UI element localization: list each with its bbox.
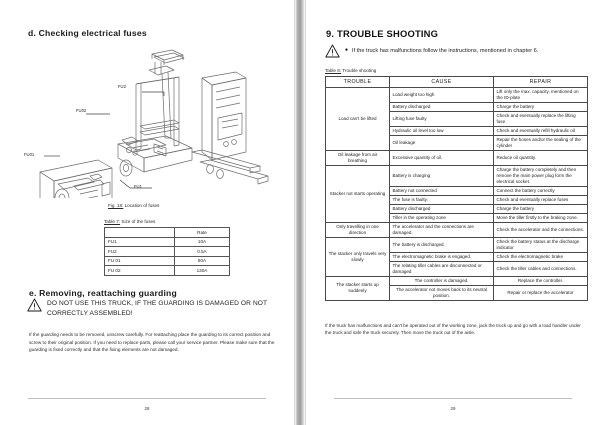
- fuse-table-header-cell: [105, 228, 175, 238]
- table-row: [105, 237, 230, 247]
- cause-cell: The fuse is faulty.: [390, 195, 494, 204]
- cause-cell: The accelerator and the connections are damaged.: [390, 222, 494, 237]
- fuse-rate-cell: 80A: [175, 256, 230, 266]
- cause-cell: Battery discharged: [390, 102, 494, 111]
- repair-cell: Check and eventually replace fuses: [494, 195, 588, 204]
- fuse-name-cell: FU 01: [105, 256, 175, 266]
- repair-cell: Move the tiller firstly to the braking zone.: [494, 213, 588, 222]
- figure-caption-label: Fig. 18:: [108, 203, 124, 208]
- guarding-paragraph: If the guarding needs to be removed, unscrew carefully. For reattaching place the guarding to its correct position and screw to their original position. If you need to replace parts, please call your service partner. Please make sure that the guarding is fixed correctly and that the fixing elements are not damaged.: [29, 332, 275, 353]
- closing-paragraph: If the truck has malfunctions and can't be operated out of the working zone, jack the truck up and go with a load handler under the truck and safe the truck securely. Then move the truck out of the aisle.: [325, 323, 581, 336]
- repair-cell: Repair the hoses and/or the sealing of the cylinder: [494, 135, 588, 150]
- cause-cell: Tiller in the operating zone: [390, 213, 494, 222]
- cause-cell: Excessive quantity of oil.: [390, 150, 494, 165]
- table-row: [105, 247, 230, 257]
- cause-cell: Battery discharged: [390, 204, 494, 213]
- cause-cell: The controller is damaged.: [390, 276, 494, 285]
- fuse-size-table: [104, 227, 230, 276]
- trouble-cell: Stacker not starts operating: [326, 165, 390, 222]
- section-e-heading: e. Removing, reattaching guarding: [29, 288, 177, 298]
- repair-cell: Reduce oil quantity.: [494, 150, 588, 165]
- callout-fu01: FU01: [24, 152, 35, 157]
- repair-cell: Check and eventually replace the lifting fuse: [494, 111, 588, 126]
- trouble-table-caption-label: Table 8:: [325, 68, 342, 73]
- trouble-cell: Load can't be lifted: [326, 87, 390, 150]
- cause-cell: Load weight too high: [390, 87, 494, 102]
- repair-cell: Replace the controller.: [494, 276, 588, 285]
- repair-cell: Check the electromagnetic brake: [494, 252, 588, 261]
- table-row: [105, 256, 230, 266]
- trouble-table-caption-text: Trouble shooting: [342, 68, 377, 73]
- repair-cell: Check the tiller cables and connections.: [494, 261, 588, 276]
- left-page-heading: d. Checking electrical fuses: [28, 28, 147, 38]
- trouble-cell: The stacker starts up suddenly: [326, 276, 390, 300]
- repair-cell: Lift only the max. capacity, mentioned on the ID-plate: [494, 87, 588, 102]
- fuse-name-cell: FU2: [105, 247, 175, 257]
- cause-cell: Lifting fuse faulty: [390, 111, 494, 126]
- table-row: [326, 237, 588, 252]
- header-trouble: TROUBLE: [326, 77, 390, 88]
- fuse-table-header-cell: Rate: [175, 228, 230, 238]
- warning-triangle-icon-2: [325, 44, 340, 58]
- table-row: [326, 150, 588, 165]
- fuse-rate-cell: 10A: [175, 237, 230, 247]
- table-row: [326, 276, 588, 285]
- trouble-cell: Oil leakage from air breathing: [326, 150, 390, 165]
- fuse-table-header-row: [105, 228, 230, 238]
- trouble-table-caption: [325, 68, 376, 73]
- stacker-truck-drawing: [14, 48, 282, 198]
- cause-cell: The electromagnetic brake is engaged.: [390, 252, 494, 261]
- callout-fu02: FU02: [76, 108, 87, 113]
- right-footer-rule: [334, 398, 572, 399]
- chapter-notice: [325, 44, 587, 58]
- cause-cell: Hydraulic oil level too low: [390, 126, 494, 135]
- trouble-cell: The stacker only travels very slowly: [326, 237, 390, 276]
- figure-caption: [108, 203, 159, 208]
- fuse-location-illustration: [14, 48, 282, 198]
- fuse-name-cell: FU 02: [105, 266, 175, 276]
- table-row: [326, 165, 588, 186]
- table-header-row: [326, 77, 588, 88]
- cause-cell: The battery is discharged.: [390, 237, 494, 252]
- left-page: [0, 0, 295, 425]
- table-row: [326, 87, 588, 102]
- table-row: [326, 222, 588, 237]
- page-gutter: [295, 0, 305, 425]
- repair-cell: Charge the battery completely and then remove the main power plug form the electrical socket.: [494, 165, 588, 186]
- cause-cell: Battery is charging: [390, 165, 494, 186]
- fuse-rate-cell: 130A: [175, 266, 230, 276]
- cause-cell: Oil leakage: [390, 135, 494, 150]
- trouble-cell: Only travelling in one direction: [326, 222, 390, 237]
- repair-cell: Charge the battery: [494, 204, 588, 213]
- callout-fu2: FU2: [118, 84, 126, 89]
- chapter-heading: 9. TROUBLE SHOOTING: [326, 28, 439, 39]
- right-page: [305, 0, 600, 425]
- figure-caption-text: Location of fuses: [124, 203, 160, 208]
- fuse-table-caption: [104, 219, 155, 224]
- left-page-number: 28: [144, 406, 150, 411]
- chapter-notice-text: If the truck has malfunctions follow the instructions, mentioned in chapter 6.: [352, 48, 539, 54]
- repair-cell: Check the battery status at the discharge indicator: [494, 237, 588, 252]
- repair-cell: Charge the battery: [494, 102, 588, 111]
- fuse-table-caption-label: Table 7:: [104, 219, 121, 224]
- repair-cell: Repair or replace the accelerator: [494, 285, 588, 300]
- guarding-warning-text: DO NOT USE THIS TRUCK, IF THE GUARDING IS DAMAGED OR NOT CORRECTLY ASSEMBLED!: [47, 300, 268, 317]
- notice-bullet: ●: [345, 47, 349, 53]
- cause-cell: Battery not connected: [390, 186, 494, 195]
- repair-cell: Check and eventually refill hydraulic oil: [494, 126, 588, 135]
- left-footer-rule: [28, 398, 266, 399]
- header-cause: CAUSE: [390, 77, 494, 88]
- warning-triangle-icon: [27, 298, 42, 312]
- header-repair: REPAIR: [494, 77, 588, 88]
- table-row: [105, 266, 230, 276]
- fuse-table-caption-text: Size of the fuses: [121, 219, 156, 224]
- right-page-number: 29: [450, 406, 456, 411]
- guarding-warning: [27, 298, 277, 318]
- repair-cell: Check the accelerator and the connections.: [494, 222, 588, 237]
- trouble-shooting-table: [325, 76, 588, 301]
- cause-cell: The accelerator not moves back to its neutral position.: [390, 285, 494, 300]
- fuse-rate-cell: 0.5A: [175, 247, 230, 257]
- cause-cell: The relating tiller cables are disconnected or damaged: [390, 261, 494, 276]
- repair-cell: Connect the battery correctly: [494, 186, 588, 195]
- fuse-name-cell: FU1: [105, 237, 175, 247]
- callout-fu1: FU1: [134, 184, 142, 189]
